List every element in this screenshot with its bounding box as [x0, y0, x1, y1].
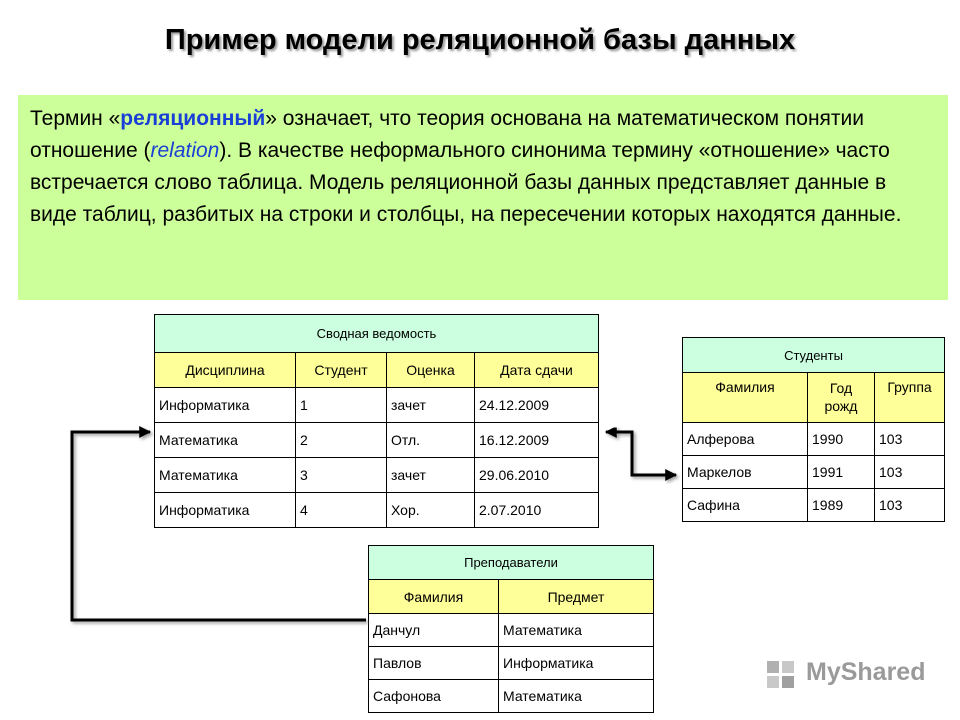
- table-cell: зачет: [387, 458, 475, 493]
- summary-header-student: Студент: [296, 353, 387, 388]
- table-cell: 3: [296, 458, 387, 493]
- table-cell: Сафонова: [369, 680, 499, 713]
- summary-header-date: Дата сдачи: [475, 353, 599, 388]
- students-header-group: Группа: [875, 373, 945, 423]
- intro-part-3: ). В качестве неформального синонима термину «отношение» часто встречается слово таблица. Модель реляционной базы данных представляет данные в виде таблиц, разбитых на строки и столбцы, на пересечении которых находятся данные.: [30, 139, 902, 226]
- table-cell: Информатика: [155, 493, 296, 528]
- table-cell: зачет: [387, 388, 475, 423]
- summary-table-caption: Сводная ведомость: [155, 315, 599, 353]
- table-cell: 1989: [808, 489, 875, 522]
- table-cell: 103: [875, 456, 945, 489]
- table-cell: Отл.: [387, 423, 475, 458]
- table-cell: Математика: [499, 680, 654, 713]
- table-cell: 29.06.2010: [475, 458, 599, 493]
- table-cell: 2: [296, 423, 387, 458]
- table-cell: 24.12.2009: [475, 388, 599, 423]
- summary-students-link: [606, 432, 676, 475]
- table-cell: 1: [296, 388, 387, 423]
- table-cell: 1990: [808, 423, 875, 456]
- teachers-header-surname: Фамилия: [369, 580, 499, 614]
- intro-part-2: » означает, что теория основана на математическом понятии отношение (: [30, 107, 865, 162]
- intro-part-1: Термин «: [30, 107, 121, 130]
- table-cell: Алферова: [683, 423, 808, 456]
- table-cell: Информатика: [155, 388, 296, 423]
- watermark-logo: [766, 656, 936, 692]
- table-cell: 103: [875, 423, 945, 456]
- table-cell: 2.07.2010: [475, 493, 599, 528]
- table-cell: Данчул: [369, 614, 499, 647]
- teachers-header-subject: Предмет: [499, 580, 654, 614]
- students-header-surname: Фамилия: [683, 373, 808, 423]
- cube-icon: [766, 660, 796, 690]
- table-cell: Хор.: [387, 493, 475, 528]
- table-cell: Сафина: [683, 489, 808, 522]
- summary-header-discipline: Дисциплина: [155, 353, 296, 388]
- page-title: Пример модели реляционной базы данных: [164, 24, 796, 56]
- table-cell: 103: [875, 489, 945, 522]
- intro-term-relational: реляционный: [120, 107, 266, 130]
- summary-header-grade: Оценка: [387, 353, 475, 388]
- table-cell: Маркелов: [683, 456, 808, 489]
- students-header-birth-year: Год рожд: [808, 373, 875, 423]
- table-cell: Математика: [155, 458, 296, 493]
- intro-term-relation: relation: [150, 139, 220, 162]
- watermark-text: MyShared: [806, 658, 926, 686]
- table-cell: 1991: [808, 456, 875, 489]
- table-cell: Павлов: [369, 647, 499, 680]
- teachers-table-caption: Преподаватели: [369, 546, 654, 580]
- table-cell: 16.12.2009: [475, 423, 599, 458]
- table-cell: Математика: [155, 423, 296, 458]
- table-cell: Математика: [499, 614, 654, 647]
- summary-teachers-link: [72, 432, 366, 620]
- students-table-caption: Студенты: [683, 338, 945, 373]
- table-cell: 4: [296, 493, 387, 528]
- table-cell: Информатика: [499, 647, 654, 680]
